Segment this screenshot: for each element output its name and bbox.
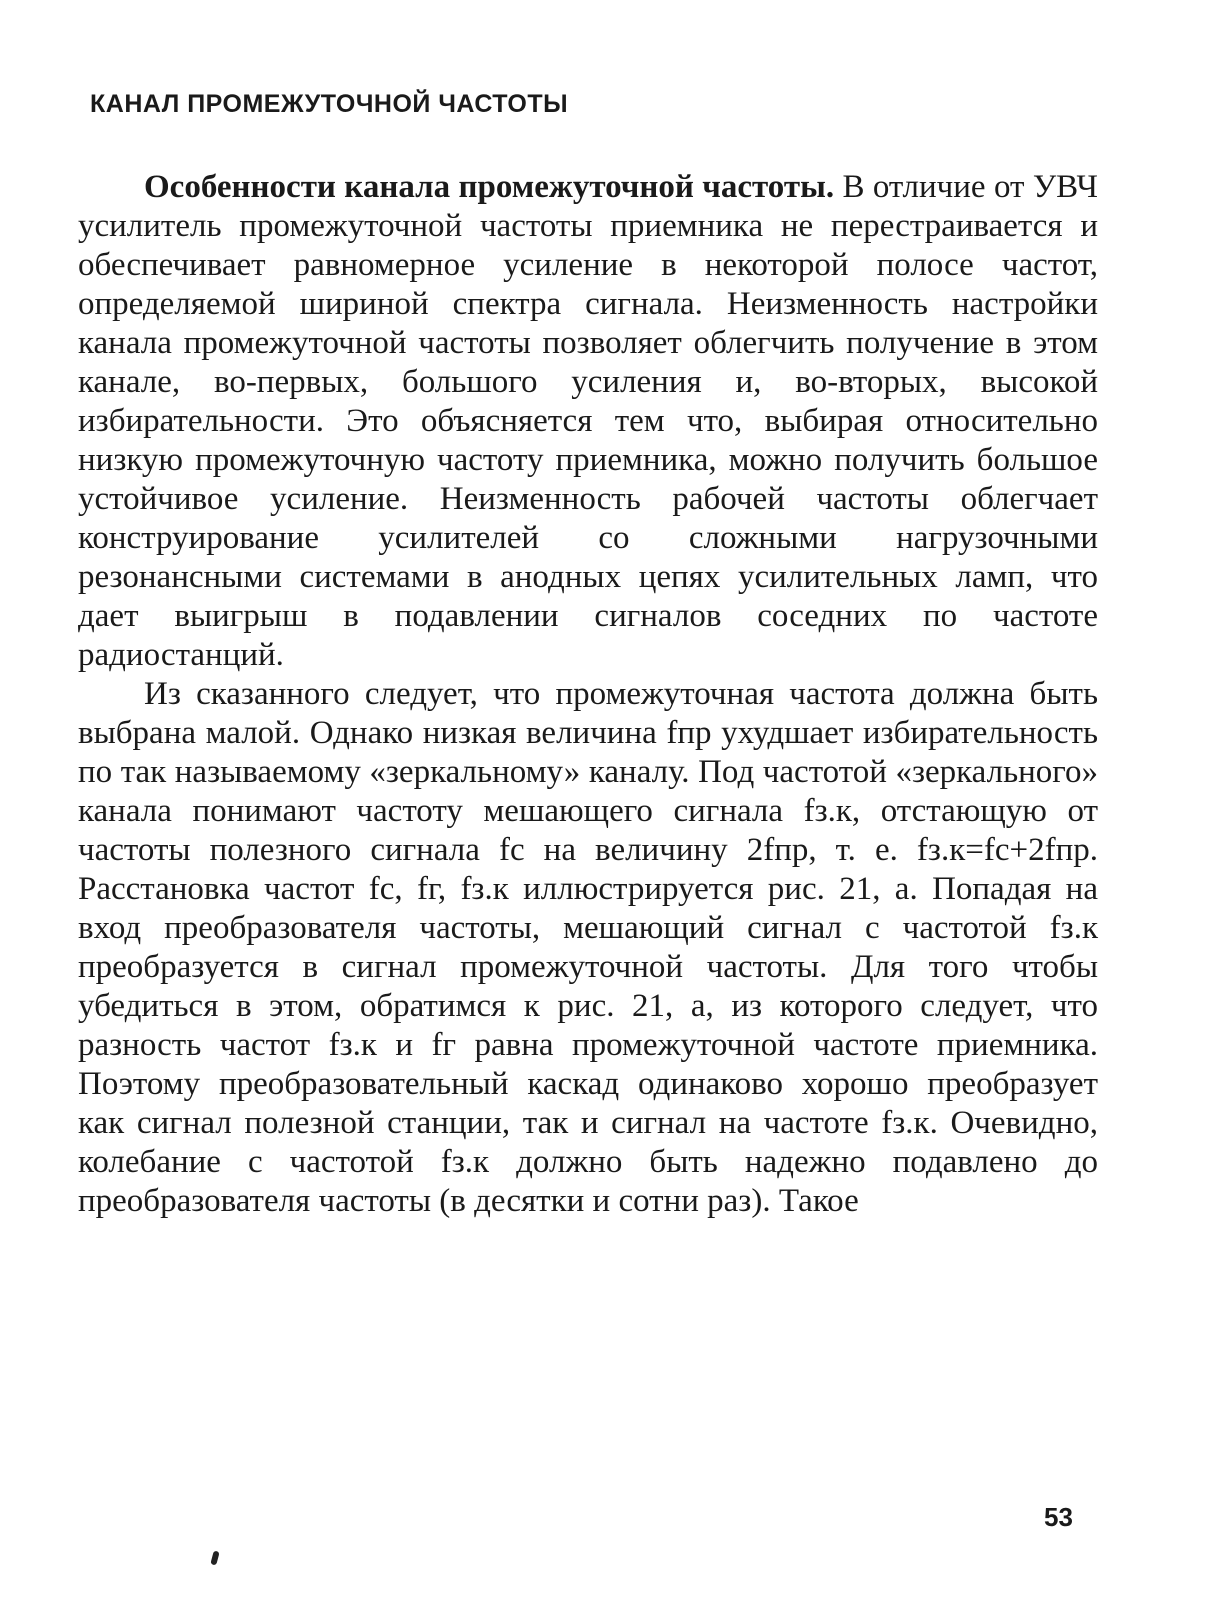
page [78,70,1098,1221]
paragraph-1 [78,168,1098,675]
section-heading: КАНАЛ ПРОМЕЖУТОЧНОЙ ЧАСТОТЫ [90,90,569,118]
body-text [78,168,1098,1221]
paragraph-lead: Особенности канала промежуточной частоты. [144,169,835,205]
paragraph-1-text: В отличие от УВЧ усилитель промежуточной частоты приемника не перестраивается и обеспечивает равномерное усиление в некоторой полосе частот, определяемой шириной спектра сигнала. Неизменность настройки канала промежуточной частоты позволяет облегчить получение в этом канале, во-первых, большого усиления и, во-вторых, высокой избирательности. Это объясняется тем что, выбирая относительно низкую промежуточную частоту приемника, можно получить большое устойчивое усиление. Неизменность рабочей частоты облегчает конструирование усилителей со сложными нагрузочными резонансными системами в анодных цепях усилительных ламп, что дает выигрыш в подавлении сигналов соседних по частоте радиостанций. [78,169,1099,673]
print-speck [210,1550,219,1565]
page-number: 53 [1044,1502,1073,1532]
paragraph-2: Из сказанного следует, что промежуточная частота должна быть выбрана малой. Однако низкая величина fпр ухудшает избирательность по так называемому «зеркальному» каналу. Под частотой «зеркального» канала понимают частоту мешающего сигнала fз.к, отстающую от частоты полезного сигнала fс на величину 2fпр, т. е. fз.к=fс+2fпр. Расстановка частот fс, fг, fз.к иллюстрируется рис. 21, а. Попадая на вход преобразователя частоты, мешающий сигнал с частотой fз.к преобразуется в сигнал промежуточной частоты. Для того чтобы убедиться в этом, обратимся к рис. 21, а, из которого следует, что разность частот fз.к и fг равна промежуточной частоте приемника. Поэтому преобразовательный каскад одинаково хорошо преобразует как сигнал полезной станции, так и сигнал на частоте fз.к. Очевидно, колебание с частотой fз.к должно быть надежно подавлено до преобразователя частоты (в десятки и сотни раз). Такое [78,676,1098,1219]
